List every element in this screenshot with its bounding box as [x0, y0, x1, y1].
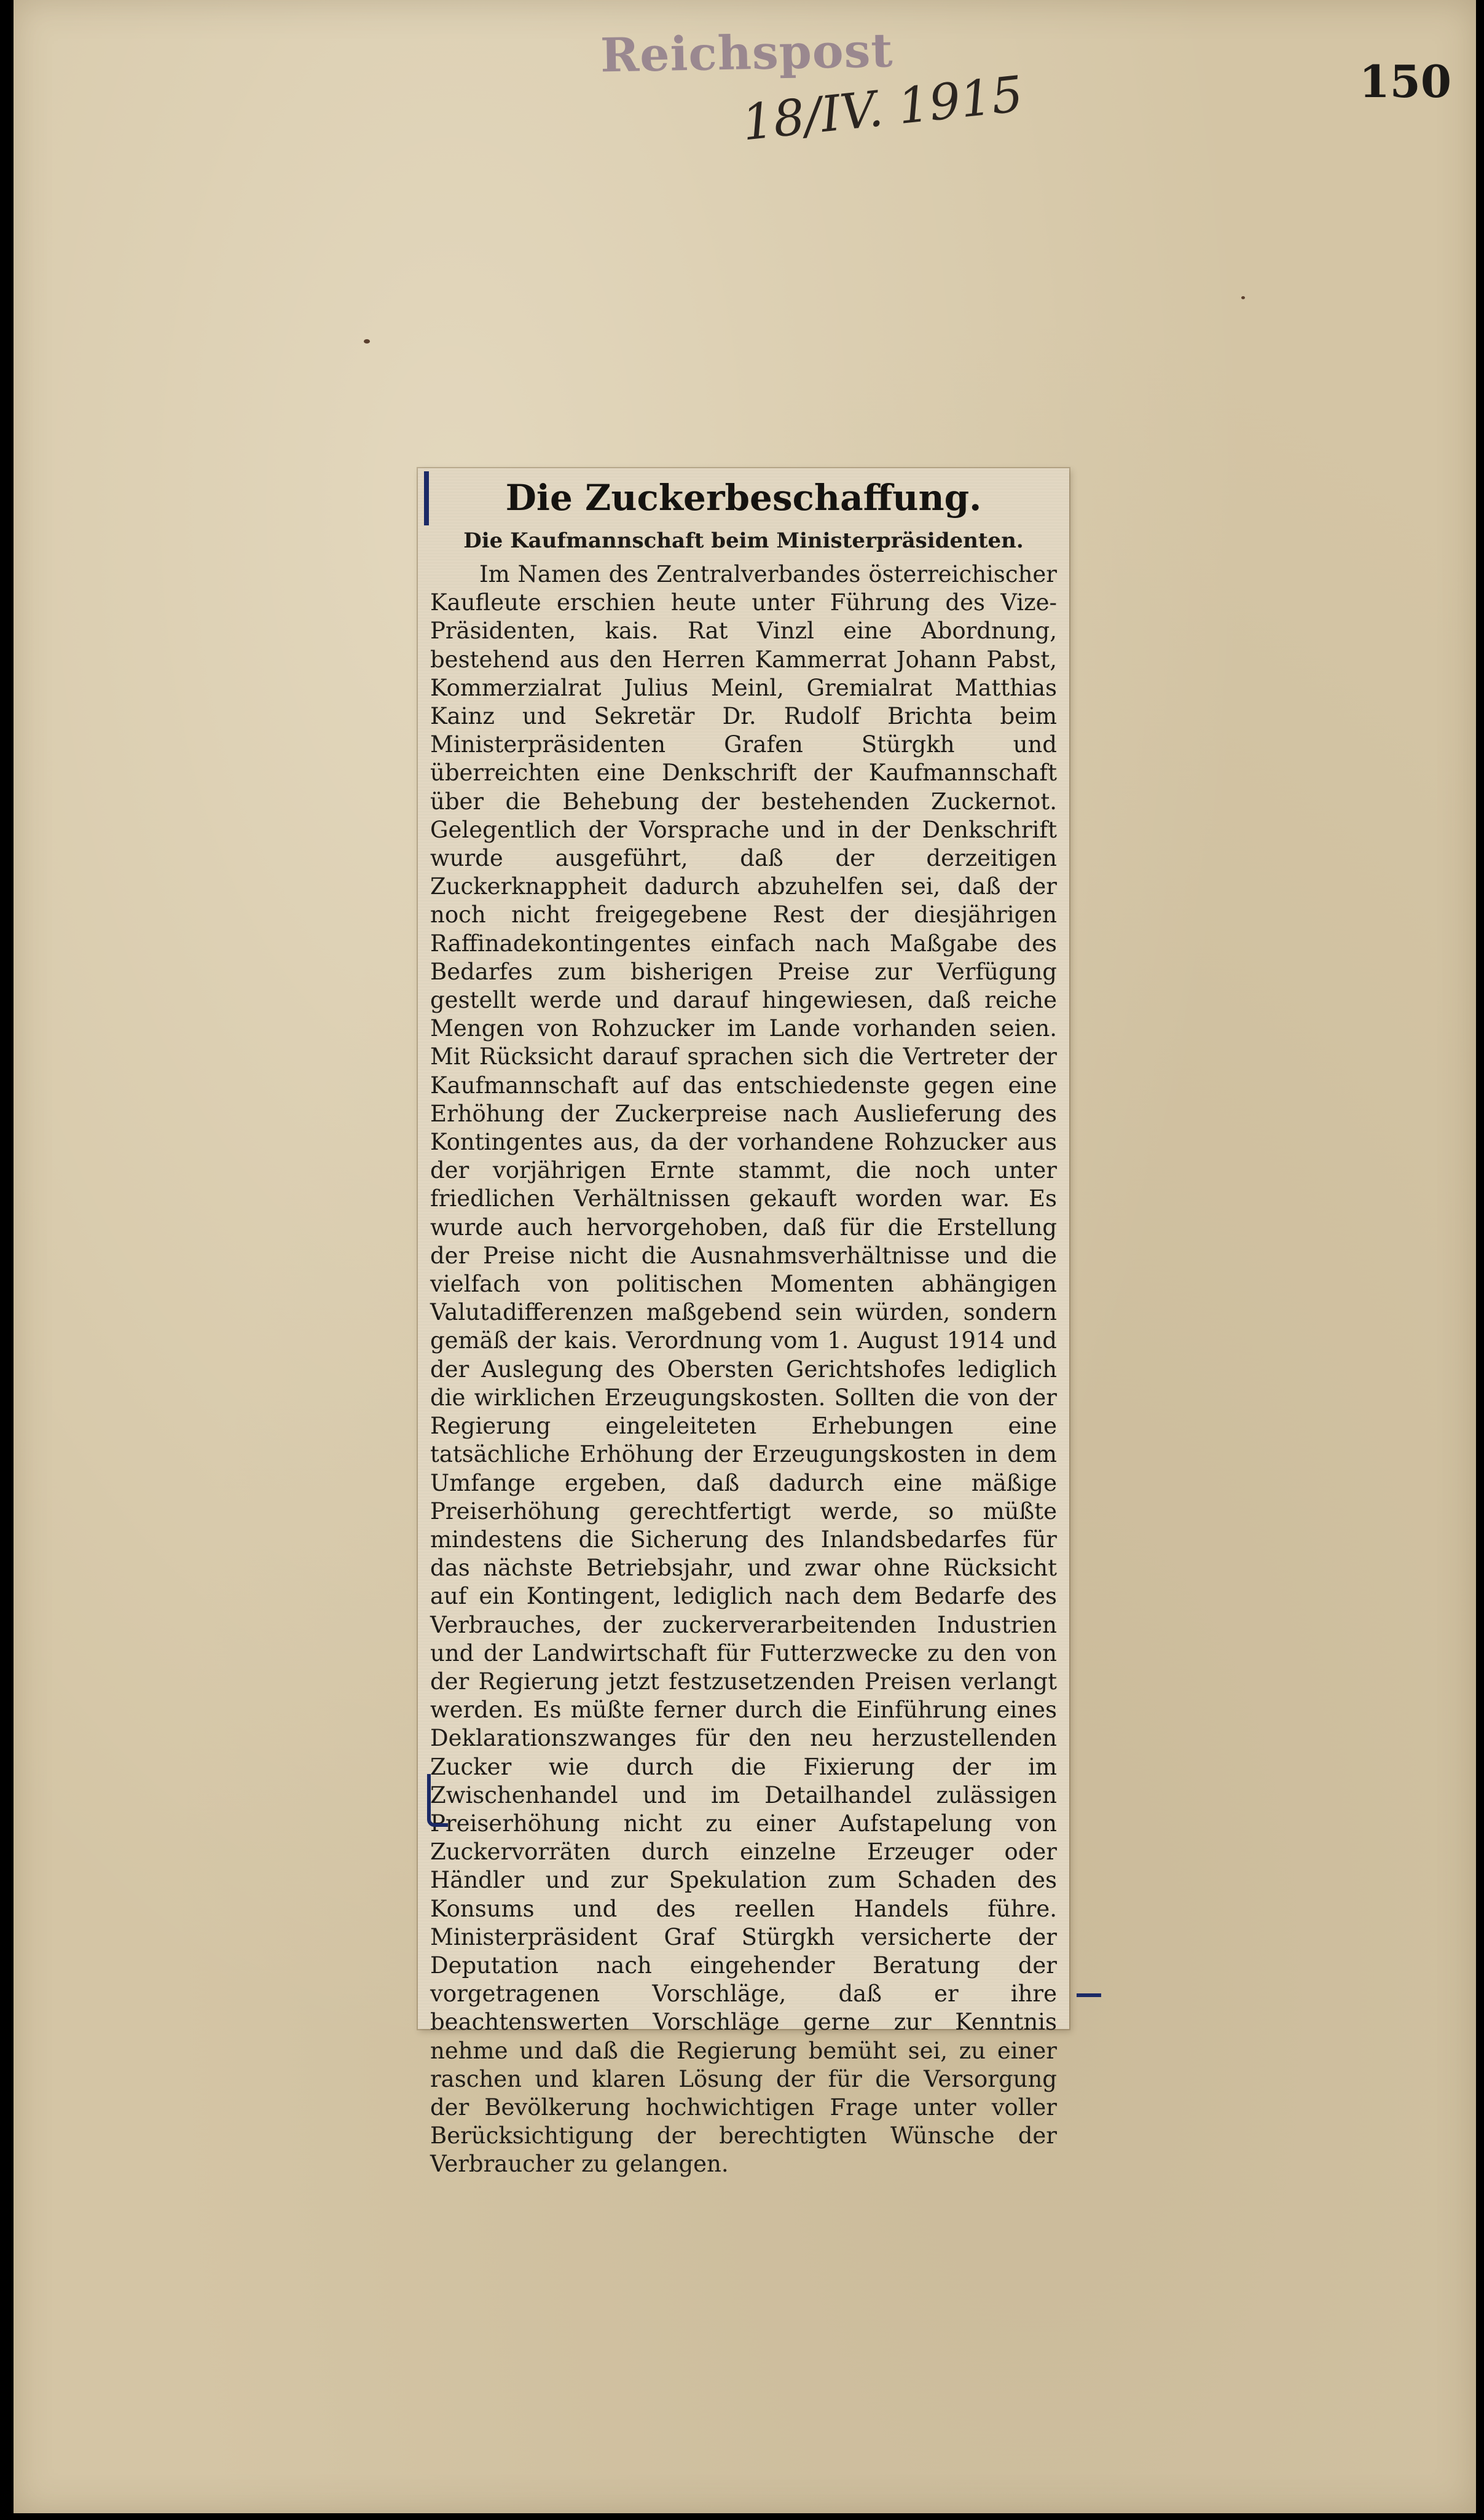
paper-speck — [1241, 296, 1245, 299]
blue-pencil-end-dash — [1077, 1993, 1101, 1997]
article-subheadline: Die Kaufmannschaft beim Ministerpräsidenten. — [463, 528, 1024, 553]
handwritten-date: 18/IV. 1915 — [739, 65, 1026, 152]
blue-pencil-margin-mark — [427, 1774, 448, 1827]
page-number: 150 — [1359, 55, 1451, 108]
article-body: Im Namen des Zentralverbandes österreichischer Kaufleute erschien heute unter Führung des Vize-Präsidenten, kais. Rat Vinzl eine Abordnung, bestehend aus den Herren Kammerrat Johann Pabst, Kommerzialrat Julius Meinl, Gremialrat Matthias Kainz und Sekretär Dr. Rudolf Brichta beim Ministerpräsidenten Grafen Stürgkh und überreichten eine Denkschrift der Kaufmannschaft über die Behebung der bestehenden Zuckernot. Gelegentlich der Vorsprache und in der Denkschrift wurde ausgeführt, daß der derzeitigen Zuckerknappheit dadurch abzuhelfen sei, daß der noch nicht freigegebene Rest der diesjährigen Raffinadekontingentes einfach nach Maßgabe des Bedarfes zum bisherigen Preise zur Verfügung gestellt werde und darauf hingewiesen, daß reiche Mengen von Rohzucker im Lande vorhanden seien. Mit Rücksicht darauf sprachen sich die Vertreter der Kaufmannschaft auf das entschiedenste gegen eine Erhöhung der Zuckerpreise nach Auslieferung des Kontingentes aus, da der vorhandene Rohzucker aus der vorjährigen Ernte stammt, die noch unter friedlichen Verhältnissen gekauft worden war. Es wurde auch hervorgehoben, daß für die Erstellung der Preise nicht die Ausnahmsverhältnisse und die vielfach von politischen Momenten abhängigen Valutadifferenzen maßgebend sein würden, sondern gemäß der kais. Verordnung vom 1. August 1914 und der Auslegung des Obersten Gerichtshofes lediglich die wirklichen Erzeugungskosten. Sollten die von der Regierung eingeleiteten Erhebungen eine tatsächliche Erhöhung der Erzeugungskosten in dem Umfange ergeben, daß dadurch eine mäßige Preiserhöhung gerechtfertigt werde, so müßte mindestens die Sicherung des Inlandsbedarfes für das nächste Betriebsjahr, und zwar ohne Rücksicht auf ein Kontingent, lediglich nach dem Bedarfe des Verbrauches, der zuckerverarbeitenden Industrien und der Landwirtschaft für Futterzwecke zu den von der Regierung jetzt festzusetzenden Preisen verlangt werden. Es müßte ferner durch die Einführung eines Deklarationszwanges für den neu herzustellenden Zucker wie durch die Fixierung der im Zwischenhandel und im Detailhandel zulässigen Preiserhöhung nicht zu einer Aufstapelung von Zuckervorräten durch einzelne Erzeuger oder Händler und zur Spekulation zum Schaden des Konsums und des reellen Handels führe. Ministerpräsident Graf Stürgkh versicherte der Deputation nach eingehender Beratung der vorgetragenen Vorschläge, daß er ihre beachtenswerten Vorschläge gerne zur Kenntnis nehme und daß die Regierung bemüht sei, zu einer raschen und klaren Lösung der für die Versorgung der Bevölkerung hochwichtigen Frage unter voller Berücksichtigung der berechtigten Wünsche der Verbraucher zu gelangen. — [430, 561, 1057, 2178]
newspaper-stamp: Reichspost — [600, 23, 894, 83]
newspaper-clipping — [418, 468, 1069, 2178]
article-headline: Die Zuckerbeschaffung. — [505, 477, 982, 519]
archive-sheet — [14, 0, 1476, 2513]
paper-speck — [364, 339, 370, 343]
